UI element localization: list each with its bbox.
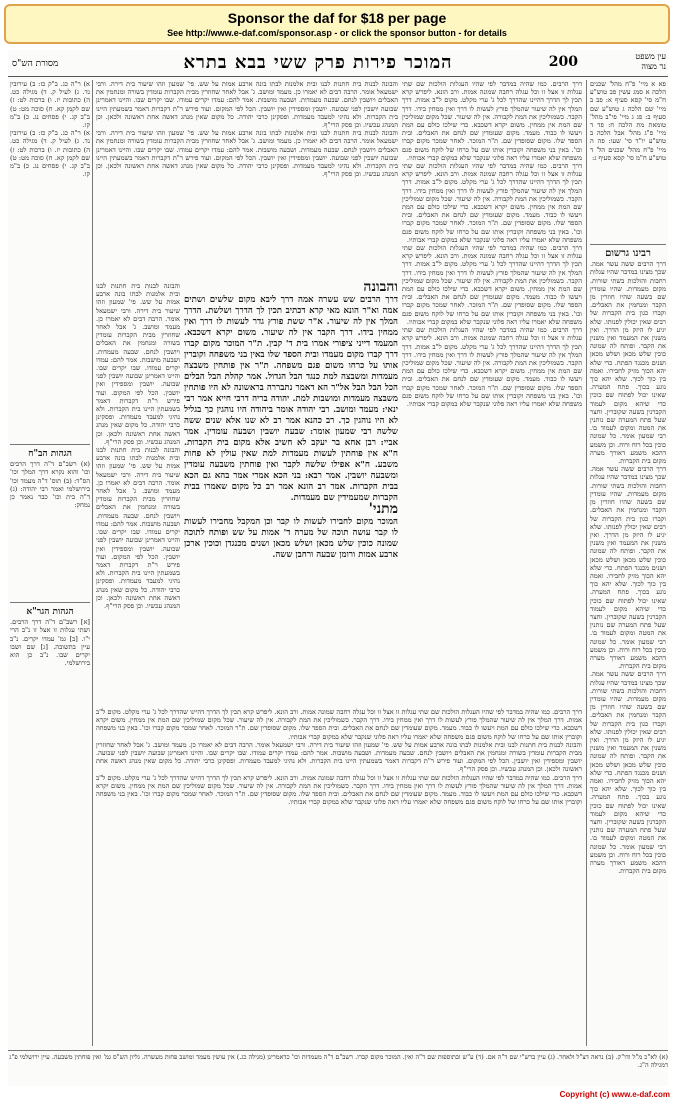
masoret-hashas-text: א) ר"ה כג. ב"ק כז: ב) עירובין נד. ג) לעיל ק. ד) מגילה כט. ה) כתובות יז. ו) ברכות לט: ז) שם לקמן קא. ח) סוכה מט: ט) ב"ב קג. י) פסחים נג. כ) ב"מ קו. — [10, 80, 90, 130]
rashbam-text-cont2: דרך הרבים. כמו שהיה במדבר לפי שהיו העגלות הולכות שם שתי עגלות זו אצל זו וכל עגלה רחבה שמונה אמות. ורב הונא. ליפרש קרא תכין לך הדרך דהיינו שהדרך לכל ג' ערי מקלט. מקום ל"ב אמות. דרך המלך אין לה שיעור שהמלך פורץ לעשות לו דרך ואין ממחין בידו. דרך הקבר. כשמוליכין את המת לקבורה. אין לה שיעור. שכל מקום שמוליכין שם המת אין ממחין. משום יקרא דשכבא. כדי שילכו כולם עם המת ויעשו לו כבוד. מעמד. מקום שעומדין שם לנחם את האבלים. ובית הספד שלו. מקום שסופדין שם. ת"ר המוכר. לאחר שמכר מקום קברו וכו'. באין בני משפחה וקוברין אותו שם על כרחו של לוקח משום פגם משפחה שלא יאמרו עליו ראה פלוני שנקבר שלא במקום קברי אבותיו. — [402, 244, 582, 326]
sponsor-details-link[interactable]: See http://www.e-daf.com/sponsor.asp - or click the sponsor button - for details — [167, 28, 507, 38]
hagahot-hagra-heading: הגהות הגר"א — [26, 607, 74, 617]
masoret-hashas-column — [10, 80, 90, 440]
hagahot-habach-heading: הגהות הב"ח — [28, 449, 72, 459]
footer-notes — [8, 1050, 668, 1077]
sponsor-banner[interactable] — [4, 4, 670, 44]
rashbam-text-bottom-cont: דרך הרבים. כמו שהיה במדבר לפי שהיו העגלות הולכות שם שתי עגלות זו אצל זו וכל עגלה רחבה שמונה אמות. ורב הונא. ליפרש קרא תכין לך הדרך דהיינו שהדרך לכל ג' ערי מקלט. מקום ל"ב אמות. דרך המלך אין לה שיעור שהמלך פורץ לעשות לו דרך ואין ממחין בידו. דרך הקבר. כשמוליכין את המת לקבורה. אין לה שיעור. שכל מקום שמוליכין שם המת אין ממחין. משום יקרא דשכבא. כדי שילכו כולם עם המת ויעשו לו כבוד. מעמד. מקום שעומדין שם לנחם את האבלים. ובית הספד שלו. מקום שסופדין שם. ת"ר המוכר. לאחר שמכר מקום קברו וכו'. באין בני משפחה וקוברין אותו שם על כרחו של לוקח משום פגם משפחה שלא יאמרו עליו ראה פלוני שנקבר שלא במקום קברי אבותיו. — [96, 773, 582, 807]
rashbam-text: דרך הרבים. כמו שהיה במדבר לפי שהיו העגלות הולכות שם שתי עגלות זו אצל זו וכל עגלה רחבה שמונה אמות. ורב הונא. ליפרש קרא תכין לך הדרך דהיינו שהדרך לכל ג' ערי מקלט. מקום ל"ב אמות. דרך המלך אין לה שיעור שהמלך פורץ לעשות לו דרך ואין ממחין בידו. דרך הקבר. כשמוליכין את המת לקבורה. אין לה שיעור. שכל מקום שמוליכין שם המת אין ממחין. משום יקרא דשכבא. כדי שילכו כולם עם המת ויעשו לו כבוד. מעמד. מקום שעומדין שם לנחם את האבלים. ובית הספד שלו. מקום שסופדין שם. ת"ר המוכר. לאחר שמכר מקום קברו וכו'. באין בני משפחה וקוברין אותו שם על כרחו של לוקח משום פגם משפחה שלא יאמרו עליו ראה פלוני שנקבר שלא במקום קברי אבותיו. — [402, 80, 582, 162]
divider — [10, 602, 90, 603]
masoret-hashas-text-cont: א) ר"ה כג. ב"ק כז: ב) עירובין נד. ג) לעיל ק. ד) מגילה כט. ה) כתובות יז. ו) ברכות לט: ז) שם לקמן קא. ח) סוכה מט: ט) ב"ב קג. י) פסחים נג. כ) ב"מ קו. — [10, 129, 90, 179]
rashbam-text-cont3: דרך הרבים. כמו שהיה במדבר לפי שהיו העגלות הולכות שם שתי עגלות זו אצל זו וכל עגלה רחבה שמונה אמות. ורב הונא. ליפרש קרא תכין לך הדרך דהיינו שהדרך לכל ג' ערי מקלט. מקום ל"ב אמות. דרך המלך אין לה שיעור שהמלך פורץ לעשות לו דרך ואין ממחין בידו. דרך הקבר. כשמוליכין את המת לקבורה. אין לה שיעור. שכל מקום שמוליכין שם המת אין ממחין. משום יקרא דשכבא. כדי שילכו כולם עם המת ויעשו לו כבוד. מעמד. מקום שעומדין שם לנחם את האבלים. ובית הספד שלו. מקום שסופדין שם. ת"ר המוכר. לאחר שמכר מקום קברו וכו'. באין בני משפחה וקוברין אותו שם על כרחו של לוקח משום פגם משפחה שלא יאמרו עליו ראה פלוני שנקבר שלא במקום קברי אבותיו. — [402, 326, 582, 408]
hagahot-hagra-box — [10, 606, 90, 736]
page-title: המוכר פירות פרק ששי בבא בתרא — [183, 52, 453, 73]
sponsor-title[interactable]: Sponsor the daf for $18 per page — [227, 10, 447, 26]
rashbam-text-bottom: דרך הרבים. כמו שהיה במדבר לפי שהיו העגלות הולכות שם שתי עגלות זו אצל זו וכל עגלה רחבה שמונה אמות. ורב הונא. ליפרש קרא תכין לך הדרך דהיינו שהדרך לכל ג' ערי מקלט. מקום ל"ב אמות. דרך המלך אין לה שיעור שהמלך פורץ לעשות לו דרך ואין ממחין בידו. דרך הקבר. כשמוליכין את המת לקבורה. אין לה שיעור. שכל מקום שמוליכין שם המת אין ממחין. משום יקרא דשכבא. כדי שילכו כולם עם המת ויעשו לו כבוד. מעמד. מקום שעומדין שם לנחם את האבלים. ובית הספד שלו. מקום שסופדין שם. ת"ר המוכר. לאחר שמכר מקום קברו וכו'. באין בני משפחה וקוברין אותו שם על כרחו של לוקח משום פגם משפחה שלא יאמרו עליו ראה פלוני שנקבר שלא במקום קברי אבותיו. — [96, 708, 582, 741]
tosafot-column — [96, 80, 398, 276]
commentary-bottom — [96, 708, 582, 1046]
talmud-page — [8, 50, 668, 1086]
tosafot-text-bottom: והבונה לבנות בית חתנות לבנו ובית אלמנות לבתו בונה ארבע אמות על שש. פי' שמעון וזהו שיעור בית דירה. ורבי ישמעאל אומר. הרבה דבים לא יאמרו כן. מעמד ומושב. ג' אבל לאחר שחוזרין מבית הקברות עומדין בשורה ומנחמין את האבלים ויושבין לנחם. שבעה מעמדות. ושבעה מושבות. אמר להם: עמדו יקרים עמודו. שבו יקרים שבו. והיינו דאמרינן שבועה יושבין לפני שבועה. יושבין ומספידין ואין יושבין. הכל לפי המקום. ועוד פירש ר"ת דקברות דאמר בשמעתין היינו בית הקברות. ולא נהיגי למעבד מעמדות. ופסקינן כרבי יהודה. כל מקום שאין מנהג דאשה אחת ראשונה ולכאן. וכן המנהג עכשיו. וכן פסק הרי"ף. — [96, 740, 582, 774]
ein-mishpat-label: עין משפט נר מצוה — [635, 52, 666, 71]
tosafot-column-lower — [96, 282, 180, 702]
divider — [92, 80, 93, 1046]
rabbeinu-gershom-heading: רבינו גרשום — [605, 248, 651, 259]
rashbam-text-cont: דרך הרבים. כמו שהיה במדבר לפי שהיו העגלות הולכות שם שתי עגלות זו אצל זו וכל עגלה רחבה שמונה אמות. ורב הונא. ליפרש קרא תכין לך הדרך דהיינו שהדרך לכל ג' ערי מקלט. מקום ל"ב אמות. דרך המלך אין לה שיעור שהמלך פורץ לעשות לו דרך ואין ממחין בידו. דרך הקבר. כשמוליכין את המת לקבורה. אין לה שיעור. שכל מקום שמוליכין שם המת אין ממחין. משום יקרא דשכבא. כדי שילכו כולם עם המת ויעשו לו כבוד. מעמד. מקום שעומדין שם לנחם את האבלים. ובית הספד שלו. מקום שסופדין שם. ת"ר המוכר. לאחר שמכר מקום קברו וכו'. באין בני משפחה וקוברין אותו שם על כרחו של לוקח משום פגם משפחה שלא יאמרו עליו ראה פלוני שנקבר שלא במקום קברי אבותיו. — [402, 162, 582, 244]
rabbeinu-gershom-text-cont: דרך הרבים ששה עשר אמה. שכך מצינו במדבר שהיו עגלות רחבות והולכות בשתי שורות. מקום מעמדות. שהיו עומדין שם בשעה שהיו חוזרין מן הקבר ומנחמין את האבלים. וקברו כגון בית הקברות של רבים שאין יכולין לפנותו. שלא יגיע לו היזק מן הדרך. ואין משנין את המעמד ואין משנין את הקבר. ופותח לה שמונה כוכין שלש מכאן ושלש מכאן ושנים מכנגד הפתח. כדי שלא יהא הכוך מזיק לחבירו. ואמה בין כוך לכוך. שלא יהא כוך נוגע בכוך. פתח המערה. שאינו יכול לפתוח שם כוכין כדי שיהא מקום לעמוד הקברנין בשעה שקוברין. וחצר שעל פתח המערה שם נותנין את המטה ומקום לעמוד בו. רבי שמעון אומר. כל שמונה כוכין בכל רוח ורוח. וכן משמע דהכא משמע דאורך מערה מקום בית הקברות. — [590, 465, 666, 671]
divider — [590, 244, 666, 245]
page-header — [8, 50, 668, 77]
hagahot-habach-box — [10, 448, 90, 598]
page-number: 200 — [548, 54, 578, 70]
mishna-heading: מתני' — [368, 501, 398, 517]
ein-mishpat-text: פא א מיי' פ"ח מהל' שכנים הלכה א סמג עשין פב טוש"ע ח"מ סי' קסא סעיף א: פב ב מיי' שם הלכה ג טוש"ע שם סעיף ב: פג ג מיי' פי"ב מהל' טומאת מת הלכה ח: פד ד מיי' פ"ג מהל' אבל הלכה ב טוש"ע יו"ד סי' שעו: פה ה מיי' פ"ח מהל' שכנים הל' ד טוש"ע ח"מ סי' קסא סעיף ג: — [590, 80, 666, 162]
rabbeinu-gershom-column — [590, 248, 666, 1046]
hagahot-hagra-text: [א] רשב"ם ד"ה דרך הרבים. ושתי עגלות זו אצל זו נ"ב הרי י"ו. [ב] גמ' עמדו יקרים. נ"ב עיין בתשובה. [ג] שם ושבו יקרים שבו. נ"ב כן הוא בירושלמי. — [10, 618, 90, 668]
tosafot-text-cont: והבונה לבנות בית חתנות לבנו ובית אלמנות לבתו בונה ארבע אמות על שש. פי' שמעון וזהו שיעור בית דירה. ורבי ישמעאל אומר. הרבה דבים לא יאמרו כן. מעמד ומושב. ג' אבל לאחר שחוזרין מבית הקברות עומדין בשורה ומנחמין את האבלים ויושבין לנחם. שבעה מעמדות. ושבעה מושבות. אמר להם: עמדו יקרים עמודו. שבו יקרים שבו. והיינו דאמרינן שבועה יושבין לפני שבועה. יושבין ומספידין ואין יושבין. הכל לפי המקום. ועוד פירש ר"ת דקברות דאמר בשמעתין היינו בית הקברות. ולא נהיגי למעבד מעמדות. ופסקינן כרבי יהודה. כל מקום שאין מנהג דאשה אחת ראשונה ולכאן. וכן המנהג עכשיו. וכן פסק הרי"ף. — [96, 129, 398, 179]
mishna-text: המוכר מקום לחבירו לעשות לו קבר וכן המקבל מחבירו לעשות לו קבר עושה תוכה של מערה ד' אמות על שש ופותח לתוכה שמונה כוכין שלש מכאן ושלש מכאן ושנים מכנגדן וכוכין ארכן ארבע אמות ורומן שבעה ורחבן ששה. — [184, 517, 398, 560]
divider — [10, 444, 90, 445]
tosafot-text-lower: והבונה לבנות בית חתנות לבנו ובית אלמנות לבתו בונה ארבע אמות על שש. פי' שמעון וזהו שיעור בית דירה. ורבי ישמעאל אומר. הרבה דבים לא יאמרו כן. מעמד ומושב. ג' אבל לאחר שחוזרין מבית הקברות עומדין בשורה ומנחמין את האבלים ויושבין לנחם. שבעה מעמדות. ושבעה מושבות. אמר להם: עמדו יקרים עמודו. שבו יקרים שבו. והיינו דאמרינן שבועה יושבין לפני שבועה. יושבין ומספידין ואין יושבין. הכל לפי המקום. ועוד פירש ר"ת דקברות דאמר בשמעתין היינו בית הקברות. ולא נהיגי למעבד מעמדות. ופסקינן כרבי יהודה. כל מקום שאין מנהג דאשה אחת ראשונה ולכאן. וכן המנהג עכשיו. וכן פסק הרי"ף. — [96, 282, 180, 446]
masoret-label: מסורת הש"ס — [12, 59, 59, 69]
gemara-opening-word: והבונה — [363, 282, 398, 295]
hagahot-habach-text: (א) רשב"ם ד"ה דרך הרבים וכו' והוא נקרא דרך המלך וכו' הס"ד: (ב) תוס' ד"ה מעמד וכו' בירושלמי ואמר רבי יהודה: (ג) ד"ה בית וכו' כבר נאמר כן נמחק: — [10, 460, 90, 510]
gemara-column — [184, 282, 398, 702]
tosafot-text: והבונה לבנות בית חתנות לבנו ובית אלמנות לבתו בונה ארבע אמות על שש. פי' שמעון וזהו שיעור בית דירה. ורבי ישמעאל אומר. הרבה דבים לא יאמרו כן. מעמד ומושב. ג' אבל לאחר שחוזרין מבית הקברות עומדין בשורה ומנחמין את האבלים ויושבין לנחם. שבעה מעמדות. ושבעה מושבות. אמר להם: עמדו יקרים עמודו. שבו יקרים שבו. והיינו דאמרינן שבועה יושבין לפני שבועה. יושבין ומספידין ואין יושבין. הכל לפי המקום. ועוד פירש ר"ת דקברות דאמר בשמעתין היינו בית הקברות. ולא נהיגי למעבד מעמדות. ופסקינן כרבי יהודה. כל מקום שאין מנהג דאשה אחת ראשונה ולכאן. וכן המנהג עכשיו. וכן פסק הרי"ף. — [96, 80, 398, 130]
rabbeinu-gershom-text-cont2: דרך הרבים ששה עשר אמה. שכך מצינו במדבר שהיו עגלות רחבות והולכות בשתי שורות. מקום מעמדות. שהיו עומדין שם בשעה שהיו חוזרין מן הקבר ומנחמין את האבלים. וקברו כגון בית הקברות של רבים שאין יכולין לפנותו. שלא יגיע לו היזק מן הדרך. ואין משנין את המעמד ואין משנין את הקבר. ופותח לה שמונה כוכין שלש מכאן ושלש מכאן ושנים מכנגד הפתח. כדי שלא יהא הכוך מזיק לחבירו. ואמה בין כוך לכוך. שלא יהא כוך נוגע בכוך. פתח המערה. שאינו יכול לפתוח שם כוכין כדי שיהא מקום לעמוד הקברנין בשעה שקוברין. וחצר שעל פתח המערה שם נותנין את המטה ומקום לעמוד בו. רבי שמעון אומר. כל שמונה כוכין בכל רוח ורוח. וכן משמע דהכא משמע דאורך מערה מקום בית הקברות. — [590, 670, 666, 876]
copyright-link[interactable]: Copyright (c) www.e-daf.com — [559, 1090, 670, 1099]
tosafot-text-lower-cont: והבונה לבנות בית חתנות לבנו ובית אלמנות לבתו בונה ארבע אמות על שש. פי' שמעון וזהו שיעור בית דירה. ורבי ישמעאל אומר. הרבה דבים לא יאמרו כן. מעמד ומושב. ג' אבל לאחר שחוזרין מבית הקברות עומדין בשורה ומנחמין את האבלים ויושבין לנחם. שבעה מעמדות. ושבעה מושבות. אמר להם: עמדו יקרים עמודו. שבו יקרים שבו. והיינו דאמרינן שבועה יושבין לפני שבועה. יושבין ומספידין ואין יושבין. הכל לפי המקום. ועוד פירש ר"ת דקברות דאמר בשמעתין היינו בית הקברות. ולא נהיגי למעבד מעמדות. ופסקינן כרבי יהודה. כל מקום שאין מנהג דאשה אחת ראשונה ולכאן. וכן המנהג עכשיו. וכן פסק הרי"ף. — [96, 446, 180, 610]
gemara-text: דרך הרבים שש עשרה אמה דרך ליבא מקום שלשים ושתים אמה וא"ר הונא מאי קרא דכתיב תכין לך הדרך ושלשת. הדרך המלך אין לה שיעור. א"ר ששת פורץ גדר לעשות לו דרך ואין ממחין בידו. דרך הקבר אין לה שיעור. משום יקרא דשכבא. המעמד דייני ציפורי אמרו בית ד' קבין. ת"ר המוכר מקום קברו דרך קברו מקום מעמדו ובית הספד שלו באין בני משפחה וקוברין אותו על כרחו משום פגם משפחה. ת"ר אין פותחין משבצה מעמדות ומשבצה למת כנגד הבל הגדול. אמר קהלת הבל הבלים הכל הבל הבל אל"ר הא דאמר נתבררה בראשונה לא היו פותחין משבצה מעמדות ומושבות למת. יהודה בריה דרבי חייא אמר רבי ינאי: מעמד ומושב. רבי יהודה אומר ביהודה היו נוהגין כך בגליל לא היו נוהגין כך. רב כהנא אמר רב לא שנו אלא שנים ששה שלשה רבי שמעון אומר: שבעה יושבין ושבעה עומדין. אמר אביי: רבן אחא בר יעקב לא חשיב אלא מקום בית הקברות. ח"א אין פוחתין לעשות מעמדות למת שאין עולין לא פחות משבע. ח"א אפילו שלשה לקבר ואין פוחתין משבעה עומדין ומשבעה יושבין. אמר רבא: בני הכא אמרי אמר בהא גם הכא בבית הקברות. אמר רב הונא אמר רב כל מקום שאמרו בבית הקברות שמעמידין שם מעמדות. — [184, 295, 398, 503]
footer-text: (א) לא"כ מ"ל ודו"ק. (ב) נראה דצ"ל ולאחר. (ג) עיין ברש"י שם ד"ה אם. (ד) ע"ש ובתוספות שם ד"ה ואין. המוכר מקום קברו. רשב"ם ד"ה מעמדות וכו' כדאמרינן (מגילה כג.) אין עושין מעמד ומושב פחות מעשרה. גליון הש"ס גמ' ואין פוחתין משבעה. עיין ירושלמי פ"ג דמגילה ה"ג. — [9, 1053, 668, 1069]
ein-mishpat-column — [590, 80, 666, 240]
rabbeinu-gershom-text: דרך הרבים ששה עשר אמה. שכך מצינו במדבר שהיו עגלות רחבות והולכות בשתי שורות. מקום מעמדות. שהיו עומדין שם בשעה שהיו חוזרין מן הקבר ומנחמין את האבלים. וקברו כגון בית הקברות של רבים שאין יכולין לפנותו. שלא יגיע לו היזק מן הדרך. ואין משנין את המעמד ואין משנין את הקבר. ופותח לה שמונה כוכין שלש מכאן ושלש מכאן ושנים מכנגד הפתח. כדי שלא יהא הכוך מזיק לחבירו. ואמה בין כוך לכוך. שלא יהא כוך נוגע בכוך. פתח המערה. שאינו יכול לפתוח שם כוכין כדי שיהא מקום לעמוד הקברנין בשעה שקוברין. וחצר שעל פתח המערה שם נותנין את המטה ומקום לעמוד בו. רבי שמעון אומר. כל שמונה כוכין בכל רוח ורוח. וכן משמע דהכא משמע דאורך מערה מקום בית הקברות. — [590, 260, 666, 466]
divider — [586, 80, 587, 1046]
